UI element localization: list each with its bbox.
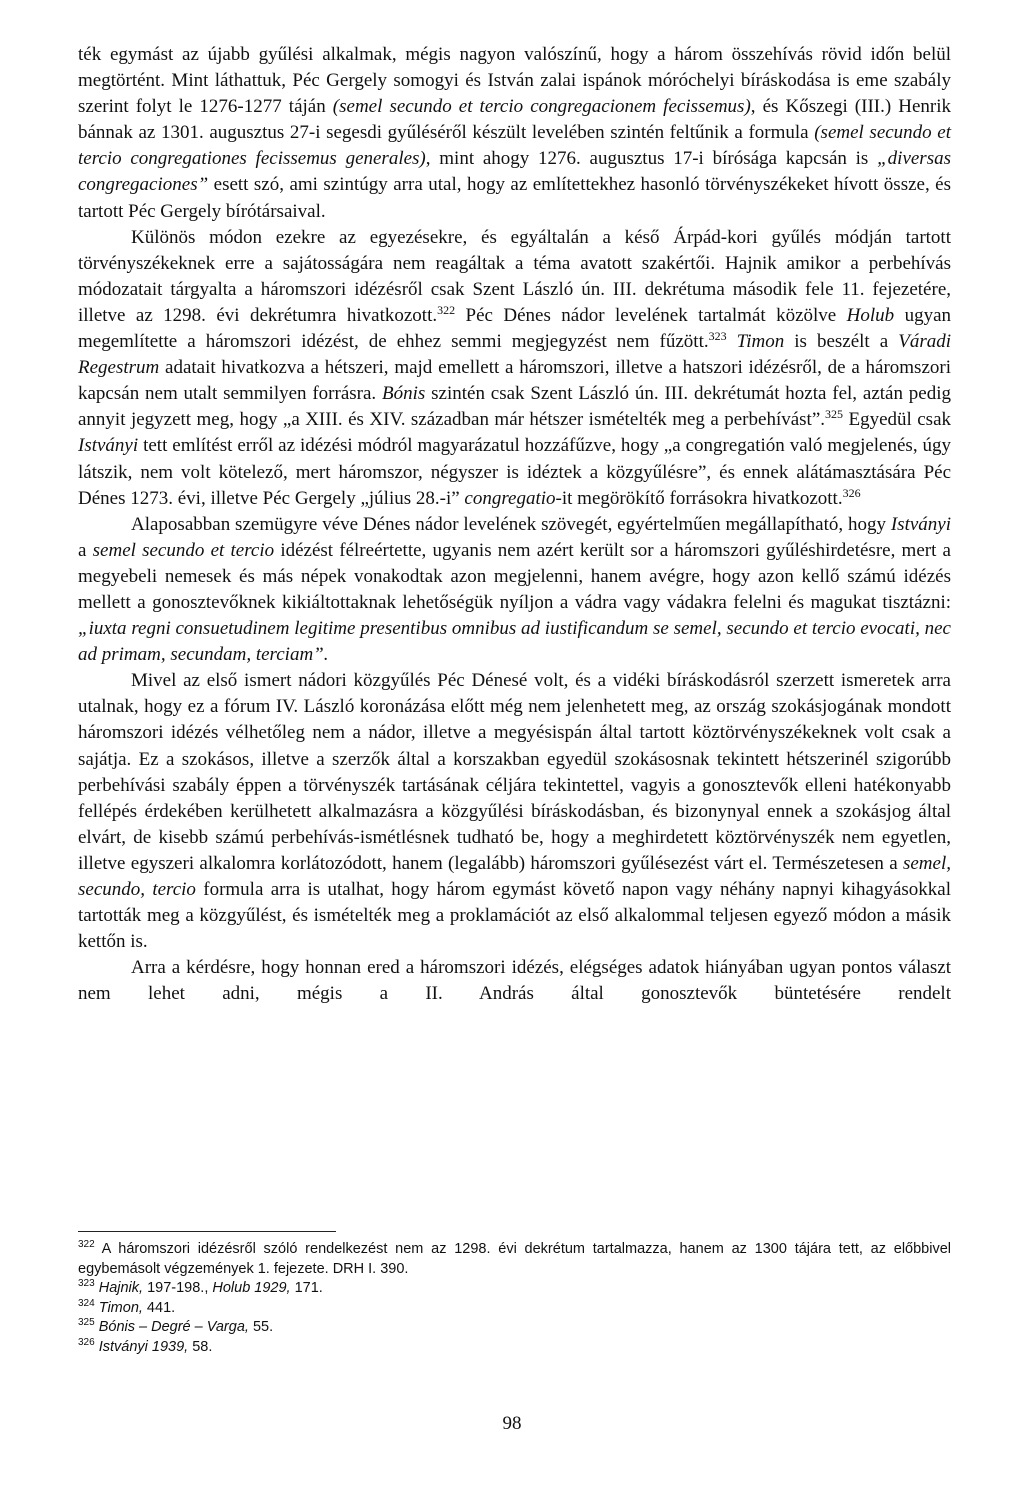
italic-span: Istványi 1939, xyxy=(98,1338,189,1355)
footnote-number: 323 xyxy=(78,1278,95,1290)
footnote-322 xyxy=(78,1240,951,1279)
italic-span: (semel secundo et tercio congregationes fecissemus generales) xyxy=(78,122,952,170)
text-span: formula arra is utalhat, hogy három egymást követő napon vagy néhány napnyi kihagyásokkal tartották meg a közgyűlést, és ismételték meg a proklamációt az első alkalommal teljesen egyező módon a másik kettőn is. xyxy=(78,879,951,953)
italic-span: „diversas congregaciones” xyxy=(78,148,951,196)
text-span: , és Kőszegi (III.) Henrik bánnak az 1301. augusztus 27-i segesdi gyűléséről készült levelében szintén feltűnik a formula xyxy=(78,96,952,144)
main-text xyxy=(78,42,951,1007)
text-span: tett említést erről az idézési módról magyarázatul hozzáfűzve, hogy „a congregatión való megjelenés, úgy látszik, nem volt kötelező, mert háromszor, négyszer is idéztek a közgyűlésre”, és ennek alátámasztására Péc Dénes 1273. évi, illetve Péc Gergely „július 28.-i” xyxy=(78,435,951,509)
text-span: szintén csak Szent László ún. III. dekrétumát hozta fel, aztán pedig annyit jegyzett meg, hogy „a XIII. és XIV. században már hétszer ismételték meg a perbehívást”. xyxy=(78,383,951,431)
italic-span: Bónis xyxy=(382,383,426,405)
footnote-number: 325 xyxy=(78,1317,95,1329)
paragraph-5 xyxy=(78,955,951,1007)
page-body xyxy=(78,42,951,1007)
text-span: A háromszori idézésről szóló rendelkezést nem az 1298. évi dekrétum tartalmazza, hanem az 1300 tájára tett, az előbbivel egybemásolt végzemények 1. fejezete. DRH I. 390. xyxy=(78,1241,951,1277)
footnotes xyxy=(78,1240,951,1358)
paragraph-1 xyxy=(78,42,951,225)
text-span: -it megörökítő forrásokra hivatkozott. xyxy=(555,487,843,509)
text-span: Mivel az első ismert nádori közgyűlés Péc Dénesé volt, és a vidéki bíráskodásról szerzett ismeretek arra utalnak, hogy ez a fórum IV. László koronázása előtt még nem jelenhetett meg, az ország szokásjogának mondott háromszori idézés vélhetőleg nem a nádor, illetve a megyésispán által tartott köztörvényszékeknek volt csak a sajátja. Ez a szokásos, illetve a szerzők által a korszakban egyedül szokásosnak tekintett hétszerinél szigorúbb perbehívási szabály éppen a törvényszék tartásának céljára tekintettel, vagyis a gonosztevők elleni hatékonyabb fellépés érdekében kerülhetett alkalmazásra a közgyűlési bíráskodásban, és bizonynyal ennek a szokásjog által elvárt, de kisebb számú perbehívás-ismétlésnek tudható be, hogy a meghirdetett köztörvényszék nem egyetlen, illetve egyszeri alkalomra korlátozódott, hanem (legalább) háromszori gyűlésezést várt el. Természetesen a xyxy=(78,670,951,874)
text-span: ték egymást az újabb gyűlési alkalmak, mégis nagyon valószínű, hogy a három összehívás rövid időn belül megtörtént. Mint láthattuk, Péc Gergely somogyi és István zalai ispánok móróchelyi bíráskodása is eme szabály szerint folyt le 1276-1277 táján xyxy=(78,44,951,118)
footnote-325 xyxy=(78,1318,951,1338)
paragraph-3 xyxy=(78,512,951,669)
paragraph-2 xyxy=(78,225,951,512)
text-span: Arra a kérdésre, hogy honnan ered a háromszori idézés, elégséges adatok hiányában ugyan pontos választ nem lehet adni, mégis a II. András által gonosztevők büntetésére rendelt xyxy=(78,957,951,1005)
text-span: 58. xyxy=(188,1338,213,1355)
italic-span: Timon, xyxy=(98,1299,143,1316)
footnote-ref: 325 xyxy=(825,407,844,422)
text-span: Péc Dénes nádor levelének tartalmát közölve xyxy=(455,304,847,326)
page-number: 98 xyxy=(502,1413,522,1434)
text-span: esett szó, ami szintúgy arra utal, hogy az említettekhez hasonló törvényszékeket hívott össze, és tartott Péc Gergely bírótársaival. xyxy=(78,174,951,222)
footnote-326 xyxy=(78,1338,951,1358)
footnote-324 xyxy=(78,1299,951,1319)
italic-span: (semel secundo et tercio congregacionem fecissemus) xyxy=(332,96,751,118)
italic-span: Hajnik, xyxy=(98,1280,144,1297)
footnote-number: 326 xyxy=(78,1336,95,1348)
text-span: Alaposabban szemügyre véve Dénes nádor levelének szövegét, egyértelműen megállapítható, hogy xyxy=(131,513,891,535)
text-span: 441. xyxy=(142,1299,176,1316)
text-span: is beszélt a xyxy=(784,331,899,353)
italic-span: Istványi xyxy=(890,513,951,535)
footnote-number: 322 xyxy=(78,1239,95,1250)
italic-span: „iuxta regni consuetudinem legitime presentibus omnibus ad iustificandum se semel, secundo et tercio evocati, nec ad primam, secundam, terciam”. xyxy=(78,618,951,666)
text-span: Egyedül csak xyxy=(843,409,951,431)
footnote-ref: 322 xyxy=(437,302,456,317)
italic-span: Timon xyxy=(736,331,785,353)
text-span: 171. xyxy=(290,1280,323,1297)
footnote-ref: 323 xyxy=(708,329,727,344)
text-span: 197-198., xyxy=(143,1280,213,1297)
paragraph-4 xyxy=(78,668,951,955)
footnote-separator xyxy=(78,1231,336,1232)
text-span xyxy=(727,331,737,352)
text-span: 55. xyxy=(248,1319,274,1336)
italic-span: Váradi Regestrum xyxy=(78,331,952,379)
text-span: ugyan megemlítette a háromszori idézést, de ehhez semmi megjegyzést nem fűzött. xyxy=(78,304,952,353)
italic-span: Holub 1929, xyxy=(212,1280,291,1297)
footnote-ref: 326 xyxy=(842,485,861,500)
italic-span: Holub xyxy=(846,304,895,326)
text-span: , mint ahogy 1276. augusztus 17-i bírósága kapcsán is xyxy=(425,148,878,170)
text-span: adatait hivatkozva a hétszeri, majd emellett a háromszori, illetve a hatszori idézésről, de a háromszori kapcsán nem utalt semmilyen forrásra. xyxy=(78,357,951,405)
italic-span: congregatio xyxy=(464,487,556,509)
footnote-323 xyxy=(78,1279,951,1299)
text-span: a xyxy=(78,539,93,561)
italic-span: semel, secundo, tercio xyxy=(78,852,951,900)
italic-span: Istványi xyxy=(78,435,139,457)
text-span: idézést félreértette, ugyanis nem azért került sor a háromszori gyűléshirdetésre, mert a megyebeli nemesek és más népek vonakodtak azon megjelenni, hanem avégre, hogy azon kellő számú idézés mellett a gonosztevőknek kikiáltottaknak lehetőségük nyíljon a vádra vagy vádakra felelni és magukat tisztázni: xyxy=(78,539,951,613)
text-span: Különös módon ezekre az egyezésekre, és egyáltalán a késő Árpád-kori gyűlés módján tartott törvényszékeknek erre a sajátosságára nem reagáltak a téma avatott szakértői. Hajnik amikor a perbehívás módozatait tárgyalta a háromszori idézésről csak Szent László ún. III. dekrétuma második fele 11. fejezetére, illetve az 1298. évi dekrétumra hivatkozott. xyxy=(78,226,951,326)
italic-span: semel secundo et tercio xyxy=(92,539,275,561)
footnote-number: 324 xyxy=(78,1297,95,1309)
italic-span: Bónis – Degré – Varga, xyxy=(98,1319,249,1336)
